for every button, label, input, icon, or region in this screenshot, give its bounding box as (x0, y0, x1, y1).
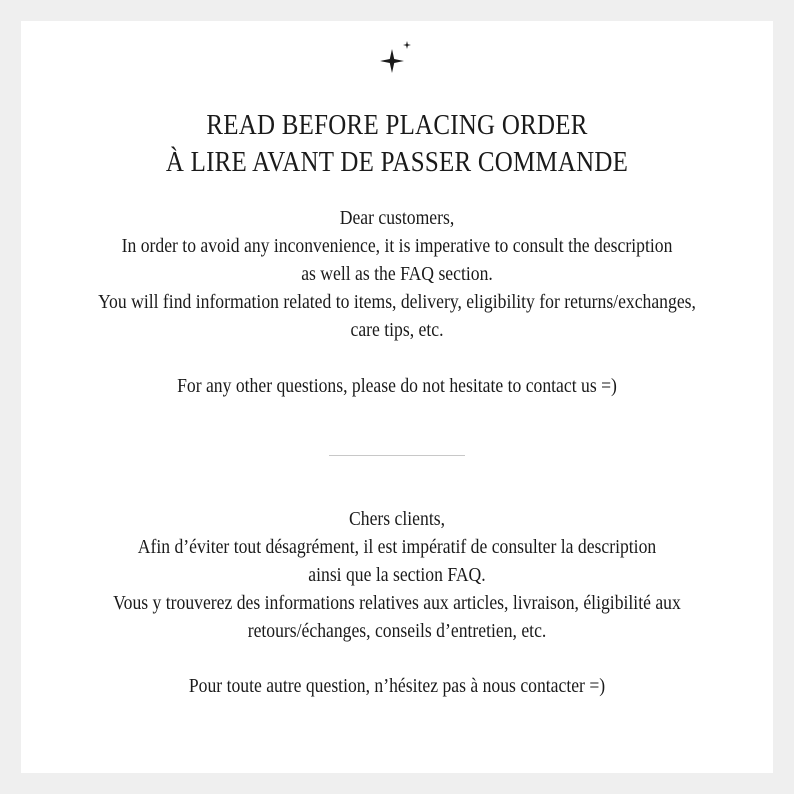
heading-french: À LIRE AVANT DE PASSER COMMANDE (165, 146, 629, 178)
english-line-3: You will find information related to items, delivery, eligibility for returns/exchanges, (98, 291, 696, 313)
english-contact: For any other questions, please do not hesitate to contact us =) (177, 375, 617, 397)
heading-english: READ BEFORE PLACING ORDER (206, 109, 588, 141)
french-contact: Pour toute autre question, n’hésitez pas à nous contacter =) (188, 675, 606, 697)
english-line-4: care tips, etc. (350, 319, 444, 341)
english-line-2: as well as the FAQ section. (301, 263, 493, 285)
french-line-3: Vous y trouverez des informations relatives aux articles, livraison, éligibilité aux (113, 592, 681, 614)
notice-card (21, 21, 773, 773)
french-greeting: Chers clients, (349, 508, 445, 530)
french-line-2: ainsi que la section FAQ. (308, 564, 486, 586)
english-greeting: Dear customers, (339, 207, 455, 229)
french-line-1: Afin d’éviter tout désagrément, il est impératif de consulter la description (137, 536, 657, 558)
english-line-1: In order to avoid any inconvenience, it is imperative to consult the description (121, 235, 673, 257)
section-divider (329, 455, 465, 456)
french-line-4: retours/échanges, conseils d’entretien, etc. (247, 620, 547, 642)
